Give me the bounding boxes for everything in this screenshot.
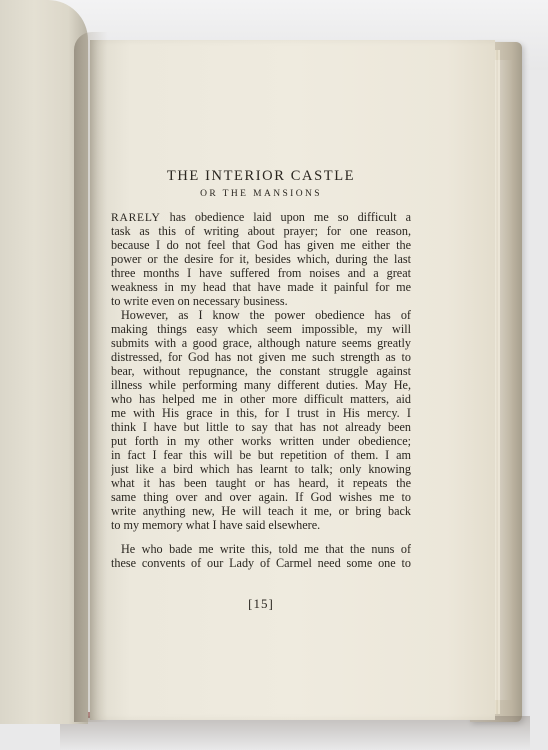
text-line: submits with a good grace, although nature seems greatly (111, 336, 411, 350)
text-line: distressed, for God has not given me such strength as to (111, 350, 411, 364)
text-line: RARELY has obedience laid upon me so difficult a (111, 210, 411, 224)
text-line: same thing over and over again. If God wishes me to (111, 490, 411, 504)
text-line: write anything new, He will teach it me, or bring back (111, 504, 411, 518)
text-line: weakness in my head that have made it painful for me (111, 280, 411, 294)
text-line: who has helped me in other more difficult matters, aid (111, 392, 411, 406)
text-line: making things easy which seem impossible, my will (111, 322, 411, 336)
text-line: task as this of writing about prayer; for one reason, (111, 224, 411, 238)
text-line: in fact I fear this will be but repetition of them. I am (111, 448, 411, 462)
text-line: because I do not feel that God has given me either the (111, 238, 411, 252)
text-line: just like a bird which has learnt to talk; only knowing (111, 462, 411, 476)
text-line: to my memory what I have said elsewhere. (111, 518, 321, 532)
text-line: me with His grace in this, for I trust in His mercy. I (111, 406, 411, 420)
text-line: He who bade me write this, told me that the nuns of (121, 542, 411, 556)
text-line: to write even on necessary business. (111, 294, 288, 308)
text-line: think I have but little to say that has not already been (111, 420, 411, 434)
cover-highlight (495, 60, 513, 700)
text-line: bear, without repugnance, the constant struggle against (111, 364, 411, 378)
text-line: illness while performing many different duties. May He, (111, 378, 411, 392)
text-line: these convents of our Lady of Carmel need some one to (111, 556, 411, 570)
text-line: put forth in my other works written under obedience; (111, 434, 411, 448)
book-gutter (74, 32, 108, 722)
chapter-title: THE INTERIOR CASTLE (166, 168, 356, 184)
text-line: three months I have suffered from noises and a great (111, 266, 411, 280)
page-number: [15] (248, 596, 274, 611)
chapter-subtitle: OR THE MANSIONS (200, 189, 322, 199)
text-line: what it has been taught or has heard, it repeats the (111, 476, 411, 490)
lead-word: RARELY (111, 212, 161, 224)
text-line: power or the desire for it, besides which, during the last (111, 252, 411, 266)
text-line: However, as I know the power obedience has of (121, 308, 411, 322)
book-shadow (60, 716, 530, 750)
